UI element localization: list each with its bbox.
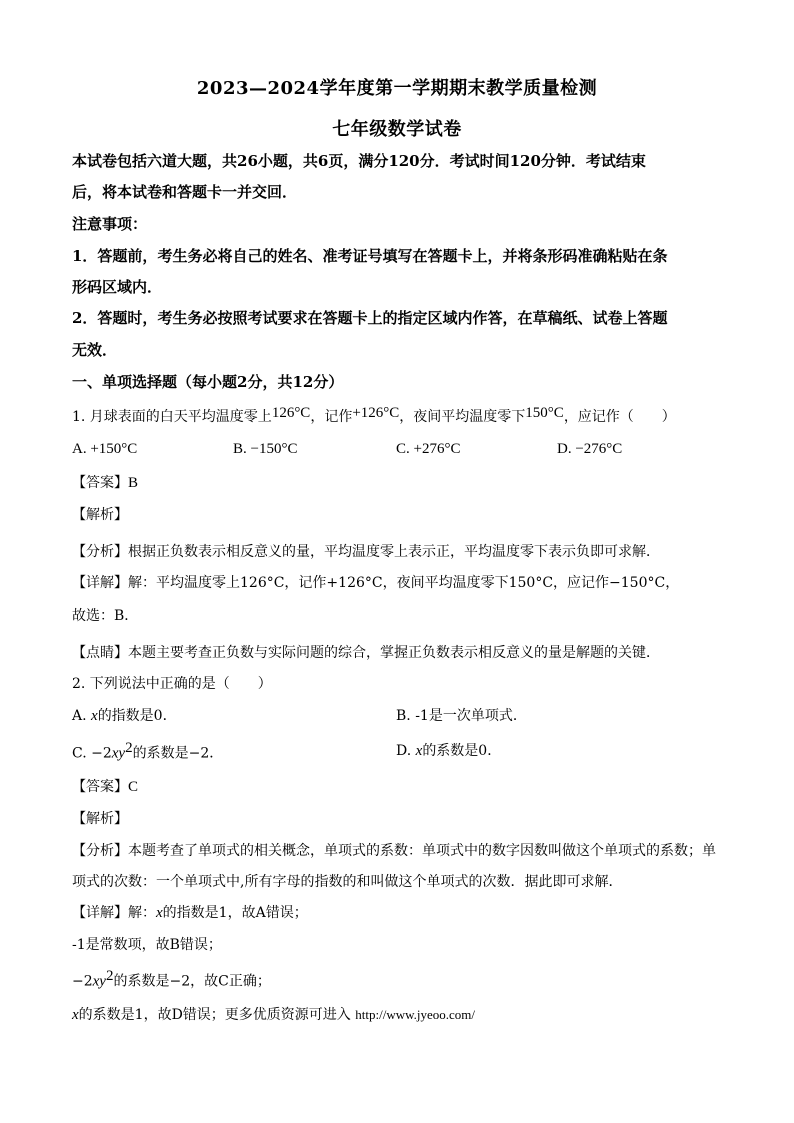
q1-stem-b: ，记作 [310,409,353,425]
q2-option-a-label: A. [72,708,92,724]
q2-option-a-text: 的指数是0． [97,708,177,724]
q1-option-d: D. −276°C [557,441,623,457]
q1-option-a: A. +150°C [72,441,138,457]
q1-xiangjie-tag: 【详解】 [72,575,128,591]
note-1-line-1: 1．答题前，考生务必将自己的姓名、准考证号填写在答题卡上，并将条形码准确粘贴在条 [72,247,668,265]
q2-line-c-post: 的系数是−2，故C正确； [113,973,271,990]
q2-option-c [72,740,223,763]
q1-value-1: 126°C [271,405,311,421]
q2-answer [72,776,732,796]
q2-answer-tag: 【答案】 [72,779,128,795]
exam-title: 2023—2024学年度第一学期期末教学质量检测 [196,78,598,99]
q1-answer-value: B [128,475,139,491]
q2-line-c [72,968,732,991]
q1-answer-tag: 【答案】 [72,475,128,491]
intro-line-1: 本试卷包括六道大题，共26小题，共6页，满分120分．考试时间120分钟．考试结束 [72,152,646,170]
q1-analysis-tag: 【解析】 [72,507,128,523]
q2-option-c-label: C. −2 [72,745,112,762]
q2-xiangjie-pre: 解： [128,905,156,921]
q2-option-c-var: xy [111,745,126,762]
exam-subtitle: 七年级数学试卷 [332,119,462,140]
q2-line-b: -1是常数项，故B错误； [72,937,222,953]
q2-option-c-exp: 2 [125,740,133,756]
q2-stem: 2. 下列说法中正确的是（ ） [72,676,272,692]
q2-xiangjie-tag: 【详解】 [72,905,128,921]
q1-stem-a: 1. 月球表面的白天平均温度零上 [72,409,272,425]
q2-option-d [396,740,501,760]
q2-analysis-tag: 【解析】 [72,811,128,827]
q1-xiangjie-text: 解：平均温度零上126°C，记作+126°C，夜间平均温度零下150°C，应记作−150°C， [128,575,680,591]
q2-option-d-text: 的系数是0． [422,743,502,759]
q1-stem-c: ，夜间平均温度零下 [399,409,526,425]
notice-title: 注意事项： [72,215,148,233]
q2-fenxi-tag: 【分析】 [72,843,128,859]
q1-option-b: B. −150°C [233,441,298,457]
note-2-line-1: 2．答题时，考生务必按照考试要求在答题卡上的指定区域内作答，在草稿纸、试卷上答题 [72,309,668,327]
q2-option-d-var: x [415,743,423,759]
q2-answer-value: C [128,779,139,795]
q1-value-3: 150°C [525,405,564,421]
q1-fenxi-tag: 【分析】 [72,544,128,560]
q2-line-d-var: x [72,1007,79,1023]
q2-fenxi-text-1: 本题考查了单项式的相关概念，单项式的系数：单项式中的数字因数叫做这个单项式的系数；单 [128,843,716,859]
q1-dianjing [72,642,732,662]
q2-option-b: B. -1是一次单项式． [396,708,527,724]
intro-line-2: 后，将本试卷和答题卡一并交回． [72,183,298,201]
q1-choose: 故选：B． [72,608,139,624]
q2-fenxi-line-2: 项式的次数：一个单项式中,所有字母的指数的和叫做这个单项式的次数．据此即可求解． [72,874,623,890]
q2-line-c-exp: 2 [105,968,114,984]
q1-xiangjie [72,572,732,592]
q2-line-c-var: xy [92,973,106,990]
q1-stem [72,406,732,426]
q1-fenxi-text: 根据正负数表示相反意义的量，平均温度零上表示正，平均温度零下表示负即可求解． [128,544,660,560]
q2-line-d [72,1004,732,1024]
q1-fenxi [72,541,732,561]
q1-dianjing-tag: 【点睛】 [72,645,128,661]
q2-line-d-post: 的系数是1，故D错误；更多优质资源可进入 [78,1007,356,1023]
q2-option-c-text: 的系数是−2． [132,745,224,762]
q2-option-d-label: D. [396,743,416,759]
q2-fenxi [72,840,732,860]
q2-xiangjie [72,902,732,922]
q1-stem-d: ，应记作（ ） [563,409,676,425]
q1-dianjing-text: 本题主要考查正负数与实际问题的综合，掌握正负数表示相反意义的量是解题的关键． [128,645,660,661]
q2-xiangjie-post: 的指数是1，故A错误； [162,905,308,921]
q2-line-c-pre: −2 [72,973,93,990]
q2-option-a [72,705,177,725]
section-1-heading: 一、单项选择题（每小题2分，共12分） [72,373,344,391]
q2-xiangjie-var: x [156,905,163,921]
note-2-line-2: 无效． [72,341,118,359]
q2-option-a-var: x [91,708,98,724]
q1-value-2: +126°C [352,405,400,421]
jyeoo-link[interactable]: http://www.jyeoo.com/ [355,1007,476,1022]
note-1-line-2: 形码区域内． [72,278,163,296]
q1-option-c: C. +276°C [396,441,461,457]
q1-answer [72,472,732,492]
